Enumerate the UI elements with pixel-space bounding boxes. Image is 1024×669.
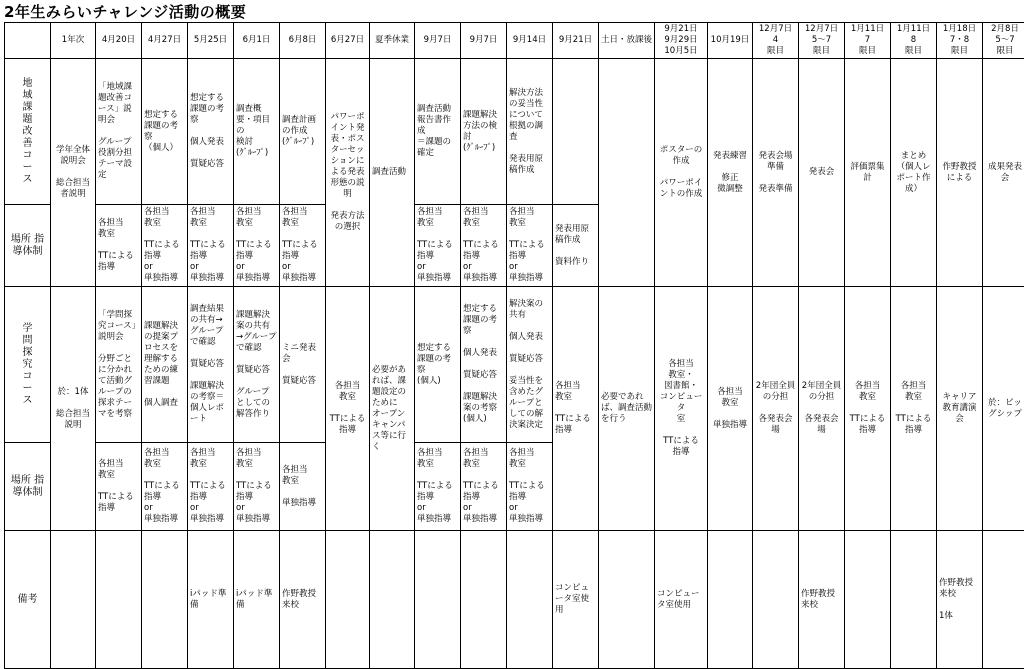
row-label-location: 場所 指導体制 (5, 205, 51, 287)
cell: 解決案の共有 個人発表 質疑応答 妥当性を含めたグループとしての解決案決定 (507, 287, 553, 443)
cell (461, 531, 507, 669)
cell: 課題解決案の共有→グループで確認 質疑応答 グループとしての解答作り (234, 287, 280, 443)
cell: 各担当 教室 TTによる 指導 or 単独指導 (415, 443, 461, 531)
cell-weekend: 必要であれば、調査活動を行う (599, 287, 655, 531)
cell: 解決方法の妥当性について根拠の調査 発表用原稿作成 (507, 59, 553, 205)
cell-year1-top: 学年全体説明会 総合担当者説明 (51, 59, 96, 287)
cell (326, 531, 370, 669)
cell: 調査結果の共有→グループで確認 質疑応答 課題解決の考察＝個人レポート (188, 287, 234, 443)
header-cell: 1月18日 7・8 限目 (937, 23, 983, 59)
row-label-remarks: 備考 (5, 531, 51, 669)
header-cell: 1月11日 7 限目 (845, 23, 891, 59)
cell (96, 531, 142, 669)
cell-1207a-bottom: 2年団全員の分担 各発表会場 (753, 287, 799, 531)
row-label-location: 場所 指導体制 (5, 443, 51, 531)
header-cell: 4月27日 (142, 23, 188, 59)
header-cell: 9月7日 (415, 23, 461, 59)
cell-summer-top: 調査活動 (370, 59, 415, 287)
cell: 「学問探究コース」説明会 分野ごとに分かれて活動グループの探求テーマを考察 (96, 287, 142, 443)
cell-1019-bottom: 各担当 教室 単独指導 (708, 287, 753, 531)
cell (370, 531, 415, 669)
header-cell: 6月1日 (234, 23, 280, 59)
header-cell: 9月21日 (553, 23, 599, 59)
cell-0118-bottom: キャリア教育講演会 (937, 287, 983, 531)
cell: 想定する課題の考察 (個人) (415, 287, 461, 443)
cell (708, 531, 753, 669)
cell: 調査計画の作成 (ｸﾞﾙｰﾌﾟ) (280, 59, 326, 205)
cell-0111a-bottom: 各担当 教室 TTによる 指導 (845, 287, 891, 531)
cell-0111b-top: まとめ （個人レポート作成） (891, 59, 937, 287)
cell (891, 531, 937, 669)
cell: 各担当 教室 TTによる 指導 or 単独指導 (188, 443, 234, 531)
header-cell (5, 23, 51, 59)
cell-0627-bottom: 各担当 教室 TTによる 指導 (326, 287, 370, 531)
header-cell: 6月8日 (280, 23, 326, 59)
cell (415, 531, 461, 669)
cell: 作野教授来校 1体 (937, 531, 983, 669)
cell-year1-bottom: 於：1体 総合担当 説明 (51, 287, 96, 531)
cell-0929-bottom: 各担当 教室・ 図書館・ コンピュータ 室 TTによる 指導 (655, 287, 708, 531)
row-label-gakumon: 学問探究コース (5, 287, 51, 443)
cell: 「地域課題改善コース」説明会 グループ役割分担 テーマ設定 (96, 59, 142, 205)
header-cell: 夏季休業 (370, 23, 415, 59)
header-cell: 1月11日 8 限目 (891, 23, 937, 59)
cell: コンピュータ室使用 (655, 531, 708, 669)
header-cell: 9月7日 (461, 23, 507, 59)
cell-0921-mid: 各担当 教室 TTによる 指導 (553, 287, 599, 531)
cell: 各担当 教室 単独指導 (280, 443, 326, 531)
cell: 課題解決方法の検討 (ｸﾞﾙｰﾌﾟ) (461, 59, 507, 205)
cell: 調査活動報告書作成 ＝課題の確定 (415, 59, 461, 205)
cell: ミニ発表会 質疑応答 (280, 287, 326, 443)
cell: 各担当 教室 TTによる 指導 or 単独指導 (507, 443, 553, 531)
cell: 課題解決の提案プロセスを理解するための練習課題 個人調査 (142, 287, 188, 443)
header-cell: 10月19日 (708, 23, 753, 59)
cell: 作野教授来校 (799, 531, 845, 669)
cell-0111a-top: 評価票集計 (845, 59, 891, 287)
page-title: 2年生みらいチャレンジ活動の概要 (4, 1, 246, 22)
cell (845, 531, 891, 669)
header-cell: 12月7日 4 限目 (753, 23, 799, 59)
cell (983, 531, 1024, 669)
header-cell: 土日・放課後 (599, 23, 655, 59)
header-cell: 1年次 (51, 23, 96, 59)
cell (599, 59, 655, 287)
cell-1019-top: 発表練習 修正 微調整 (708, 59, 753, 287)
cell (753, 531, 799, 669)
cell (142, 531, 188, 669)
cell-0111b-bottom: 各担当 教室 TTによる 指導 (891, 287, 937, 531)
cell: iパッド準備 (188, 531, 234, 669)
activity-schedule-table (4, 22, 1024, 669)
cell-0627-top: パワーポイント発表・ポスターセッションによる発表形態の説明 発表方法の選択 (326, 59, 370, 287)
cell: 想定する課題の考察 個人発表 質疑応答 課題解決案の考察 (個人) (461, 287, 507, 443)
cell (599, 531, 655, 669)
cell-0208-bottom: 於：ビッグシップ (983, 287, 1024, 531)
cell-1207b-bottom: 2年団全員の分担 各発表会場 (799, 287, 845, 531)
row-gakumon-course (5, 287, 1024, 443)
row-remarks (5, 531, 1024, 669)
cell: iパッド準備 (234, 531, 280, 669)
row-chiiki-course (5, 59, 1024, 205)
cell-0208-top: 成果発表会 (983, 59, 1024, 287)
cell-1207b-top: 発表会 (799, 59, 845, 287)
cell: コンピュータ室使用 (553, 531, 599, 669)
cell (507, 531, 553, 669)
cell: 各担当 教室 TTによる 指導 or 単独指導 (280, 205, 326, 287)
cell: 発表用原稿作成 資料作り (553, 205, 599, 287)
header-cell: 5月25日 (188, 23, 234, 59)
header-cell: 9月14日 (507, 23, 553, 59)
cell-0118-top: 作野教授による (937, 59, 983, 287)
cell: 各担当 教室 TTによる 指導 (96, 443, 142, 531)
cell: 想定する課題の考察 個人発表 質疑応答 (188, 59, 234, 205)
cell: 各担当 教室 TTによる 指導 or 単独指導 (142, 205, 188, 287)
header-row (5, 23, 1024, 59)
row-label-chiiki: 地域課題改善コース (5, 59, 51, 205)
cell-1207a-top: 発表会場準備 発表準備 (753, 59, 799, 287)
cell: 各担当 教室 TTによる 指導 or 単独指導 (507, 205, 553, 287)
cell (51, 531, 96, 669)
cell: 各担当 教室 TTによる 指導 or 単独指導 (142, 443, 188, 531)
header-cell: 6月27日 (326, 23, 370, 59)
cell-0929-top: ポスターの作成 パワーポイントの作成 (655, 59, 708, 287)
cell: 各担当 教室 TTによる 指導 (96, 205, 142, 287)
header-cell: 9月21日 9月29日 10月5日 (655, 23, 708, 59)
cell: 想定する課題の考察 （個人） (142, 59, 188, 205)
header-cell: 4月20日 (96, 23, 142, 59)
cell-summer-bottom: 必要があれば、課題設定のために オープンキャンパス等に行く (370, 287, 415, 531)
header-cell: 12月7日 5～7 限目 (799, 23, 845, 59)
header-cell: 2月8日 5～7 限目 (983, 23, 1024, 59)
cell: 各担当 教室 TTによる 指導 or 単独指導 (415, 205, 461, 287)
cell (553, 59, 599, 205)
cell: 作野教授来校 (280, 531, 326, 669)
cell: 各担当 教室 TTによる 指導 or 単独指導 (188, 205, 234, 287)
cell: 各担当 教室 TTによる 指導 or 単独指導 (234, 443, 280, 531)
cell: 調査概要・項目の 検討 (ｸﾞﾙｰﾌﾟ) (234, 59, 280, 205)
cell: 各担当 教室 TTによる 指導 or 単独指導 (234, 205, 280, 287)
cell: 各担当 教室 TTによる 指導 or 単独指導 (461, 205, 507, 287)
cell: 各担当 教室 TTによる 指導 or 単独指導 (461, 443, 507, 531)
